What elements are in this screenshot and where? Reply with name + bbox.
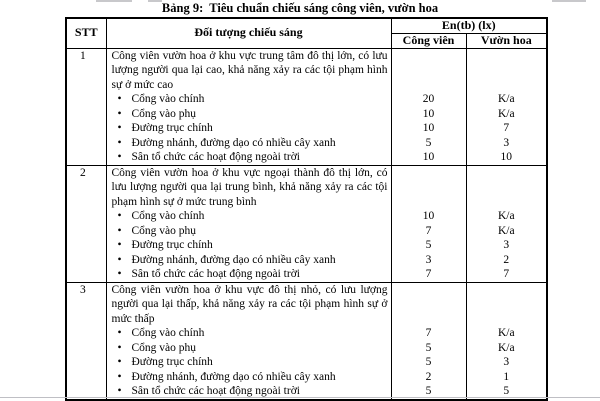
- cong-vien-cell-empty: [391, 48, 466, 92]
- item-label: Cổng vào phụ: [131, 341, 197, 354]
- item-row: [66, 326, 547, 341]
- vuon-hoa-value: 7: [466, 121, 547, 136]
- cong-vien-value: 5: [391, 355, 466, 370]
- vuon-hoa-value: 1: [466, 370, 547, 385]
- bullet-icon: •: [117, 122, 122, 135]
- item-label: Sân tổ chức các hoạt động ngoài trời: [131, 151, 300, 164]
- item-label: Cổng vào phụ: [131, 107, 197, 120]
- item-cell: [106, 238, 391, 253]
- item-cell: [106, 267, 391, 282]
- item-row: [66, 224, 547, 239]
- bullet-icon: •: [117, 107, 122, 120]
- cong-vien-value: 7: [391, 326, 466, 341]
- vuon-hoa-value: K/a: [466, 326, 547, 341]
- bullet-icon: •: [117, 253, 122, 266]
- stt-cell: 3: [66, 282, 106, 400]
- item-cell: [106, 370, 391, 385]
- section-row: [66, 282, 547, 326]
- vuon-hoa-value: K/a: [466, 209, 547, 224]
- section-description: Công viên vườn hoa ở khu vực trung tâm đô thị lớn, có lưu lượng người qua lại cao, khả năng xảy ra các tội phạm hình sự ở mức cao: [111, 49, 388, 91]
- bullet-icon: •: [117, 93, 122, 106]
- bullet-icon: •: [117, 370, 122, 383]
- cong-vien-value: 10: [391, 150, 466, 165]
- table-caption-number: Bảng 9:: [161, 1, 204, 15]
- section-description: Công viên vườn hoa ở khu vực ngoại thành đô thị lớn, có lưu lượng người qua lại trung bình, khả năng xảy ra các tội phạm hình sự ở mức trung bình: [111, 166, 388, 208]
- description-cell: [106, 48, 391, 92]
- cong-vien-value: 20: [391, 92, 466, 107]
- bullet-icon: •: [117, 327, 122, 340]
- column-header-vuon-hoa: Vườn hoa: [466, 33, 547, 48]
- item-row: [66, 238, 547, 253]
- table-caption: [0, 1, 600, 16]
- cong-vien-value: 5: [391, 238, 466, 253]
- item-row: [66, 107, 547, 122]
- vuon-hoa-cell-empty: [466, 165, 547, 209]
- item-label: Cổng vào chính: [131, 210, 205, 223]
- item-label: Đường nhánh, đường dạo có nhiều cây xanh: [131, 370, 336, 383]
- stt-cell: 1: [66, 48, 106, 165]
- item-row: [66, 267, 547, 282]
- vuon-hoa-value: 3: [466, 355, 547, 370]
- bullet-icon: •: [117, 151, 122, 164]
- cong-vien-value: 10: [391, 107, 466, 122]
- column-header-cong-vien: Công viên: [391, 33, 466, 48]
- column-header-subject: Đối tượng chiếu sáng: [106, 18, 391, 48]
- item-label: Đường trục chính: [131, 122, 213, 135]
- item-row: [66, 355, 547, 370]
- cong-vien-value: 5: [391, 136, 466, 151]
- cong-vien-value: 7: [391, 267, 466, 282]
- item-row: [66, 136, 547, 151]
- item-row: [66, 121, 547, 136]
- vuon-hoa-value: K/a: [466, 341, 547, 356]
- section-row: [66, 48, 547, 92]
- cong-vien-value: 10: [391, 209, 466, 224]
- table-header: [66, 18, 547, 48]
- cong-vien-value: 5: [391, 384, 466, 400]
- section-description: Công viên vườn hoa ở khu vực đô thị nhỏ, có lưu lượng người qua lại thấp, khả năng xảy ra các tội phạm hình sự ở mức thấp: [111, 283, 388, 325]
- bullet-icon: •: [117, 224, 122, 237]
- vuon-hoa-value: 2: [466, 253, 547, 268]
- vuon-hoa-value: K/a: [466, 107, 547, 122]
- vuon-hoa-value: 5: [466, 384, 547, 400]
- cong-vien-cell-empty: [391, 282, 466, 326]
- item-cell: [106, 150, 391, 165]
- item-label: Đường trục chính: [131, 239, 213, 252]
- item-cell: [106, 253, 391, 268]
- item-cell: [106, 341, 391, 356]
- vuon-hoa-value: K/a: [466, 224, 547, 239]
- item-row: [66, 341, 547, 356]
- column-header-illuminance: En(tb) (lx): [391, 18, 547, 33]
- cong-vien-value: 5: [391, 341, 466, 356]
- cong-vien-cell-empty: [391, 165, 466, 209]
- vuon-hoa-value: 7: [466, 267, 547, 282]
- item-row: [66, 209, 547, 224]
- item-label: Đường nhánh, đường dạo có nhiều cây xanh: [131, 136, 336, 149]
- item-row: [66, 150, 547, 165]
- item-label: Sân tổ chức các hoạt động ngoài trời: [131, 385, 300, 398]
- item-label: Cổng vào chính: [131, 327, 205, 340]
- bullet-icon: •: [117, 210, 122, 223]
- bullet-icon: •: [117, 136, 122, 149]
- item-cell: [106, 224, 391, 239]
- vuon-hoa-value: 3: [466, 136, 547, 151]
- scan-artifact-bottom-line: [0, 397, 600, 398]
- vuon-hoa-cell-empty: [466, 282, 547, 326]
- item-label: Đường trục chính: [131, 356, 213, 369]
- item-cell: [106, 326, 391, 341]
- item-cell: [106, 121, 391, 136]
- column-header-stt: STT: [66, 18, 106, 48]
- item-cell: [106, 209, 391, 224]
- cong-vien-value: 10: [391, 121, 466, 136]
- item-label: Cổng vào chính: [131, 93, 205, 106]
- standards-table-body: [66, 48, 547, 400]
- lighting-standards-table: [65, 17, 548, 401]
- vuon-hoa-cell-empty: [466, 48, 547, 92]
- vuon-hoa-value: 10: [466, 150, 547, 165]
- cong-vien-value: 7: [391, 224, 466, 239]
- description-cell: [106, 165, 391, 209]
- item-cell: [106, 107, 391, 122]
- section-row: [66, 165, 547, 209]
- vuon-hoa-value: K/a: [466, 92, 547, 107]
- stt-cell: 2: [66, 165, 106, 282]
- header-row-1: [66, 18, 547, 33]
- item-cell: [106, 92, 391, 107]
- description-cell: [106, 282, 391, 326]
- item-label: Cổng vào phụ: [131, 224, 197, 237]
- bullet-icon: •: [117, 356, 122, 369]
- bullet-icon: •: [117, 341, 122, 354]
- cong-vien-value: 3: [391, 253, 466, 268]
- item-row: [66, 370, 547, 385]
- item-label: Đường nhánh, đường dạo có nhiều cây xanh: [131, 253, 336, 266]
- bullet-icon: •: [117, 385, 122, 398]
- item-cell: [106, 355, 391, 370]
- bullet-icon: •: [117, 268, 122, 281]
- item-row: [66, 92, 547, 107]
- table-caption-text: Tiêu chuẩn chiếu sáng công viên, vườn hoa: [209, 1, 439, 15]
- bullet-icon: •: [117, 239, 122, 252]
- item-cell: [106, 136, 391, 151]
- cong-vien-value: 2: [391, 370, 466, 385]
- vuon-hoa-value: 3: [466, 238, 547, 253]
- item-label: Sân tổ chức các hoạt động ngoài trời: [131, 268, 300, 281]
- item-row: [66, 253, 547, 268]
